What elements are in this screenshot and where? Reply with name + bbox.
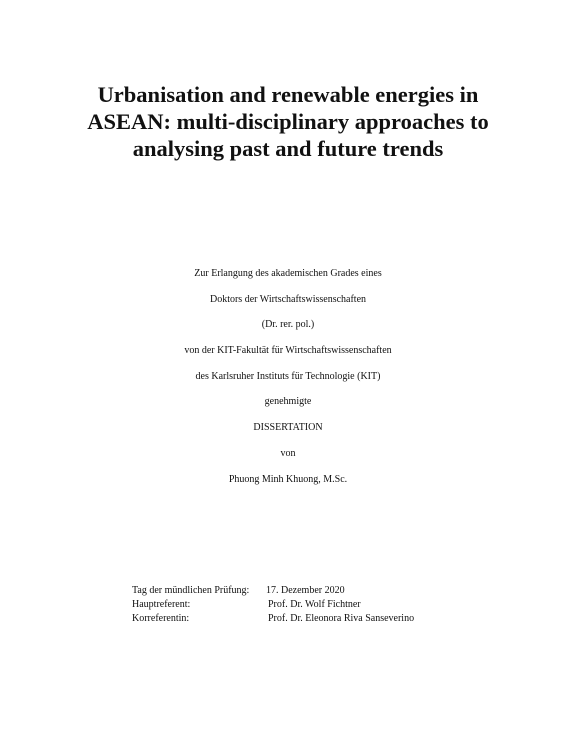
examination-details [132,584,532,626]
faculty-name: von der KIT-Fakultät für Wirtschaftswissenschaften [184,345,392,357]
exam-date-label: Tag der mündlichen Prüfung: [132,585,250,596]
author-name: Phuong Minh Khuong, M.Sc. [228,473,348,485]
thesis-title-line: analysing past and future trends [132,136,444,161]
approval-word: genehmigte [264,396,312,408]
by-word: von [280,447,296,459]
exam-date-row [132,584,532,598]
thesis-title-line: Urbanisation and renewable energies in [97,82,479,107]
exam-date-value: 17. Dezember 2020 [266,585,345,596]
main-referee-row [132,598,532,612]
main-referee-value: Prof. Dr. Wolf Fichtner [268,599,361,610]
degree-statement [0,268,576,499]
degree-abbreviation: (Dr. rer. pol.) [261,319,315,331]
main-referee-label: Hauptreferent: [132,599,191,610]
co-referee-row [132,612,532,626]
document-type: DISSERTATION [253,422,323,434]
thesis-title-line: ASEAN: multi-disciplinary approaches to [87,109,489,134]
degree-purpose: Zur Erlangung des akademischen Grades eines [194,268,382,279]
co-referee-value: Prof. Dr. Eleonora Riva Sanseverino [268,613,415,624]
co-referee-label: Korreferentin: [132,613,190,624]
degree-name: Doktors der Wirtschaftswissenschaften [209,293,367,305]
institute-name: des Karlsruher Instituts für Technologie (KIT) [195,370,381,382]
thesis-title [0,81,576,162]
